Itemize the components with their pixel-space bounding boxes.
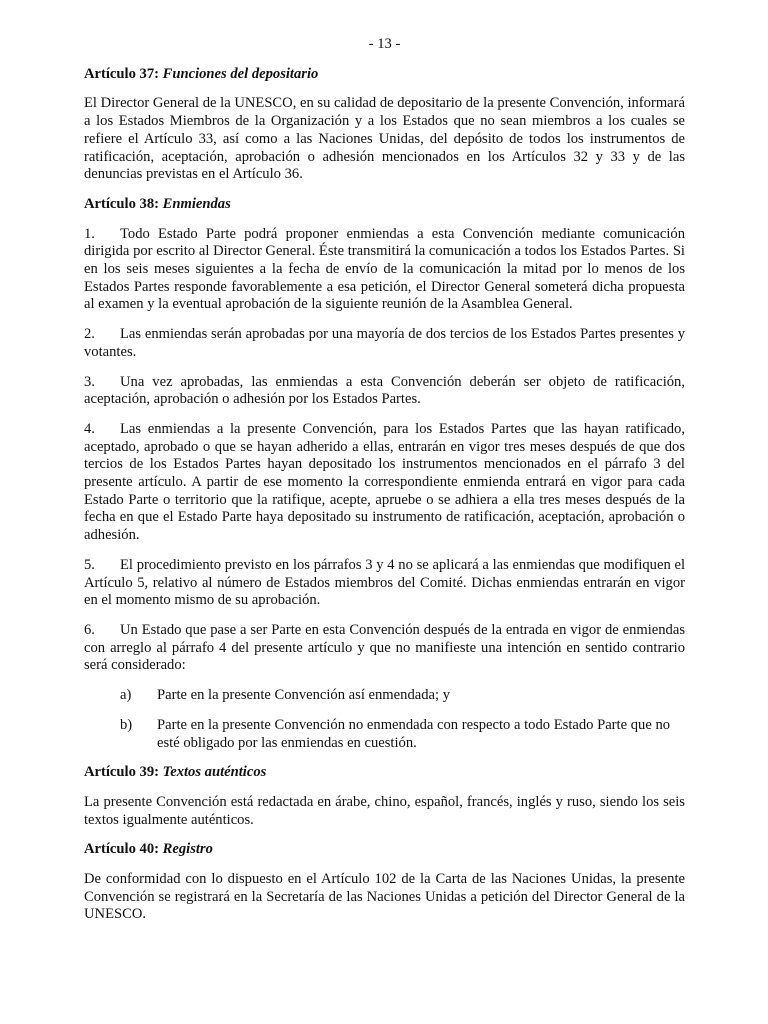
item-text: El procedimiento previsto en los párrafos 3 y 4 no se aplicará a las enmiendas que modifiquen el Artículo 5, relativo al número de Estados miembros del Comité. Dichas enmiendas entrarán en vigor en el momento mismo de su aprobación. [84,556,685,609]
subitem-label: b) [120,716,133,733]
page-number: - 13 - [368,36,401,52]
article-40-heading [84,841,685,859]
article-title: Registro [162,841,213,858]
article-39-paragraph: La presente Convención está redactada en árabe, chino, español, francés, inglés y ruso, siendo los seis textos igualmente auténticos. [84,793,685,828]
subitem-label: a) [120,687,132,704]
subitem-text: Parte en la presente Convención así enmendada; y [157,687,450,704]
article-38-item-5 [84,557,685,610]
item-number: 5. [84,556,95,573]
item-text: Un Estado que pase a ser Parte en esta Convención después de la entrada en vigor de enmiendas con arreglo al párrafo 4 del presente artículo y que no manifieste una intención en sentido contrario será considerado: [84,621,685,674]
item-text: Las enmiendas a la presente Convención, para los Estados Partes que las hayan ratificado, aceptado, aprobado o que se hayan adherido a ellas, entrarán en vigor tres meses después de que dos tercios de los Estados Partes hayan depositado los instrumentos mencionados en el párrafo 3 del presente artículo. A partir de ese momento la correspondiente enmienda entrará en vigor para cada Estado Parte o territorio que la ratifique, acepte, apruebe o se adhiera a ella tres meses después de la fecha en que el Estado Parte haya depositado su instrumento de ratificación, aceptación, aprobación o adhesión. [84,420,685,544]
item-number: 1. [84,225,95,242]
item-text: Todo Estado Parte podrá proponer enmiendas a esta Convención mediante comunicación dirigida por escrito al Director General. Éste transmitirá la comunicación a todos los Estados Partes. Si en los seis meses siguientes a la fecha de envío de la comunicación la mitad por lo menos de los Estados Partes responde favorablemente a esa petición, el Director General someterá dicha propuesta al examen y la eventual aprobación de la siguiente reunión de la Asamblea General. [84,225,685,313]
article-title: Funciones del depositario [162,65,319,82]
article-label: Artículo 40: [84,841,159,858]
article-40-paragraph: De conformidad con lo dispuesto en el Artículo 102 de la Carta de las Naciones Unidas, la presente Convención se registrará en la Secretaría de las Naciones Unidas a petición del Director General de la UNESCO. [84,871,685,923]
article-label: Artículo 38: [84,195,159,212]
item-number: 6. [84,621,95,638]
item-text: Una vez aprobadas, las enmiendas a esta Convención deberán ser objeto de ratificación, aceptación, aprobación o adhesión por los Estados Partes. [84,373,685,408]
article-38-item-3 [84,374,685,409]
article-38-heading [84,196,685,214]
article-39-heading [84,764,685,782]
article-label: Artículo 37: [84,65,159,82]
article-title: Textos auténticos [162,764,267,781]
article-38-item-4 [84,421,685,545]
article-38-item-2 [84,326,685,361]
item-number: 2. [84,326,95,343]
article-label: Artículo 39: [84,764,159,781]
article-title: Enmiendas [162,195,231,212]
article-38-item-6 [84,622,685,675]
article-38-subitem-a [84,687,685,705]
subitem-text: Parte en la presente Convención no enmendada con respecto a todo Estado Parte que no esté obligado por las enmiendas en cuestión. [157,716,671,751]
item-text: Las enmiendas serán aprobadas por una mayoría de dos tercios de los Estados Partes presentes y votantes. [84,326,685,360]
document-page [84,36,685,936]
item-number: 3. [84,373,95,390]
article-37-paragraph: El Director General de la UNESCO, en su calidad de depositario de la presente Convención, informará a los Estados Miembros de la Organización y a los Estados que no sean miembros a los cuales se refiere el Artículo 33, así como a las Naciones Unidas, del depósito de todos los instrumentos de ratificación, aceptación, aprobación o adhesión mencionados en los Artículos 32 y 33 y de las denuncias previstas en el Artículo 36. [84,95,685,183]
item-number: 4. [84,420,95,437]
article-38-item-1 [84,226,685,315]
article-38-subitem-b [84,717,685,752]
article-37-heading [84,66,685,84]
